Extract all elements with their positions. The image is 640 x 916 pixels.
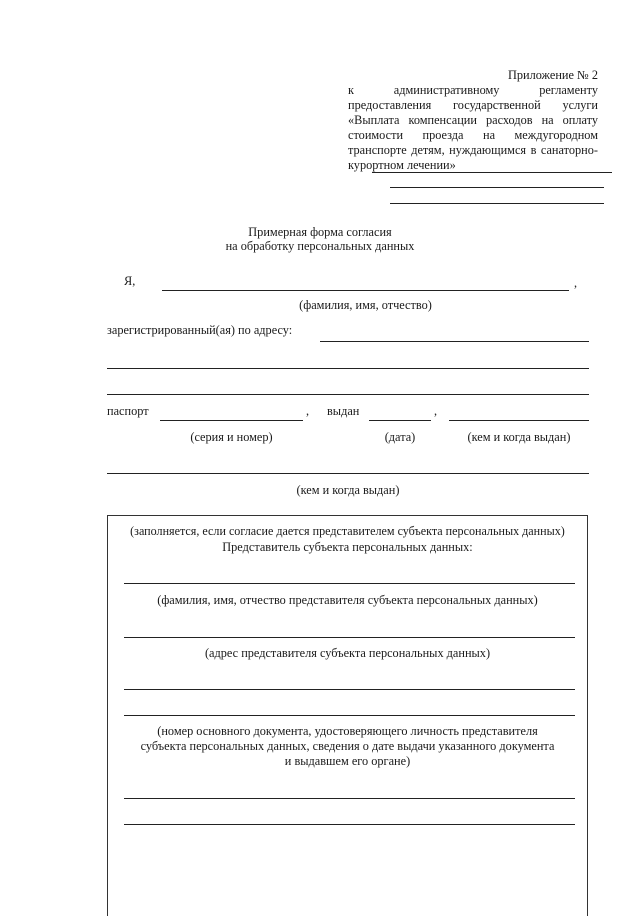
- representative-document-field-2[interactable]: [124, 715, 575, 716]
- registered-address-label: зарегистрированный(ая) по адресу:: [107, 323, 293, 337]
- form-title-line-2: на обработку персональных данных: [225, 239, 415, 253]
- representative-heading: Представитель субъекта персональных данных:: [222, 540, 473, 554]
- issuer-caption-2: (кем и когда выдан): [296, 483, 400, 497]
- representative-address-caption: (адрес представителя субъекта персональных данных): [204, 646, 491, 660]
- fio-comma: ,: [574, 276, 578, 290]
- passport-issuer-field-2[interactable]: [107, 473, 589, 474]
- passport-comma-2: ,: [434, 404, 438, 418]
- annex-number: Приложение № 2: [507, 68, 598, 82]
- passport-comma-1: ,: [306, 404, 310, 418]
- fio-caption: (фамилия, имя, отчество): [299, 298, 432, 312]
- passport-series-field[interactable]: [160, 420, 303, 421]
- header-signature-line-2: [390, 187, 604, 188]
- representative-section: [107, 515, 588, 916]
- representative-fio-field[interactable]: [124, 583, 575, 584]
- issuer-caption: (кем и когда выдан): [467, 430, 571, 444]
- regulation-reference: к административному регламенту предоставления государственной услуги «Выплата компенсации расходов на оплату стоимости проезда на междугородном транспорте детям, нуждающимся в санаторно-курортном лечении»: [348, 83, 598, 172]
- header-signature-line-3: [390, 203, 604, 204]
- series-caption: (серия и номер): [190, 430, 273, 444]
- registered-address-field-1[interactable]: [320, 341, 589, 342]
- fio-field[interactable]: [162, 290, 569, 291]
- passport-date-field[interactable]: [369, 420, 431, 421]
- passport-label: паспорт: [107, 404, 149, 418]
- form-title-line-1: Примерная форма согласия: [248, 225, 392, 239]
- representative-document-caption-3: и выдавшем его органе): [284, 754, 411, 768]
- issued-label: выдан: [327, 404, 360, 418]
- registered-address-field-3[interactable]: [107, 394, 589, 395]
- i-label: Я,: [124, 274, 136, 288]
- registered-address-field-2[interactable]: [107, 368, 589, 369]
- regulation-header: [348, 68, 598, 173]
- representative-extra-field-2[interactable]: [124, 824, 575, 825]
- representative-document-caption-2: субъекта персональных данных, сведения о дате выдачи указанного документа: [140, 739, 555, 753]
- representative-document-caption-1: (номер основного документа, удостоверяющего личность представителя: [157, 724, 538, 738]
- representative-extra-field-1[interactable]: [124, 798, 575, 799]
- representative-fio-caption: (фамилия, имя, отчество представителя субъекта персональных данных): [157, 593, 538, 607]
- representative-address-field[interactable]: [124, 637, 575, 638]
- representative-document-field-1[interactable]: [124, 689, 575, 690]
- date-caption: (дата): [384, 430, 416, 444]
- passport-issuer-field[interactable]: [449, 420, 589, 421]
- representative-note: (заполняется, если согласие дается представителем субъекта персональных данных): [130, 524, 565, 538]
- header-signature-line-1: [372, 172, 612, 173]
